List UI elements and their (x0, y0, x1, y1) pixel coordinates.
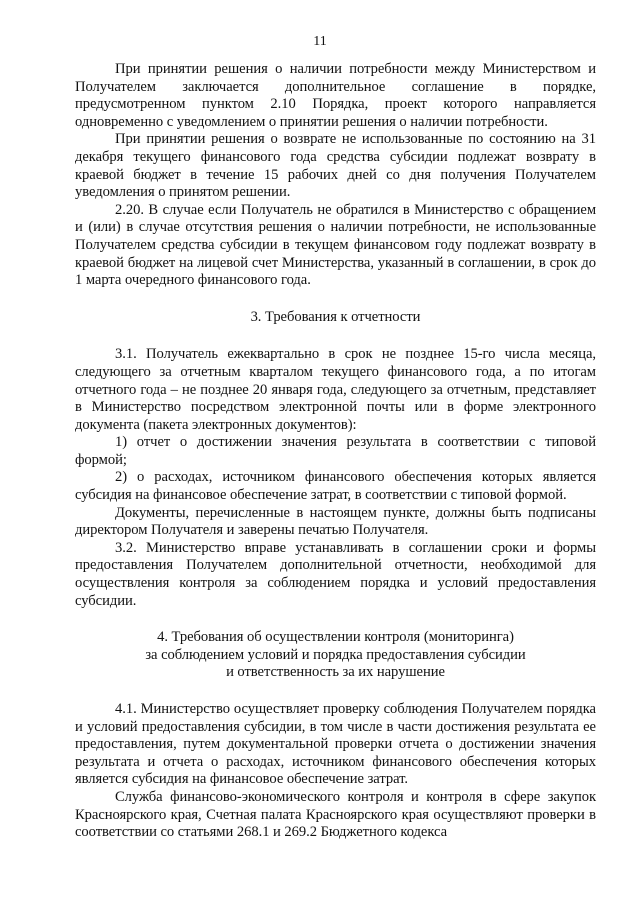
paragraph-return-decision: При принятии решения о возврате не использованные по состоянию на 31 декабря текущего финансового года средства субсидии подлежат возврату в краевой бюджет в течение 15 рабочих дней со дня получения Получателем уведомления о принятом решении. (75, 131, 596, 201)
paragraph-3-1: 3.1. Получатель ежеквартально в срок не позднее 15-го числа месяца, следующего за отчетным кварталом текущего финансового года, а по итогам отчетного года – не позднее 20 января года, следующего за отчетным, представляет в Министерство посредством электронной почты или в форме электронного документа (пакета электронных документов): (75, 346, 596, 433)
paragraph-control-service: Служба финансово-экономического контроля и контроля в сфере закупок Красноярского края, Счетная палата Красноярского края осуществляют проверки в соответствии со статьями 268.1 и 269.2 Бюджетного кодекса (75, 788, 596, 841)
paragraph-4-1: 4.1. Министерство осуществляет проверку соблюдения Получателем порядка и условий предоставления субсидии, в том числе в части достижения результата ее предоставления, путем документальной проверки отчета о достижении значения результата и отчета о расходах, источником финансового обеспечения которых является субсидия на финансовое обеспечение затрат. (75, 701, 596, 788)
paragraph-documents-signed: Документы, перечисленные в настоящем пункте, должны быть подписаны директором Получателя и заверены печатью Получателя. (75, 504, 596, 539)
section-3-heading: 3. Требования к отчетности (250, 308, 421, 325)
list-item-1: 1) отчет о достижении значения результата в соответствии с типовой формой; (75, 434, 596, 468)
list-item-2: 2) о расходах, источником финансового обеспечения которых является субсидия на финансовое обеспечение затрат, в соответствии с типовой формой. (75, 469, 596, 504)
section-4-heading-line-2: за соблюдением условий и порядка предоставления субсидии (145, 646, 526, 663)
paragraph-2-20: 2.20. В случае если Получатель не обратился в Министерство с обращением и (или) в случае отсутствия решения о наличии потребности, не использованные Получателем средства субсидии в текущем финансовом году подлежат возврату в краевой бюджет на лицевой счет Министерства, указанный в соглашении, в срок до 1 марта очередного финансового года. (75, 201, 596, 289)
page-number: 11 (313, 34, 327, 49)
section-4-heading-line-1: 4. Требования об осуществлении контроля (мониторинга) (157, 629, 514, 646)
paragraph-3-2: 3.2. Министерство вправе устанавливать в соглашении сроки и формы предоставления Получателем дополнительной отчетности, необходимой для осуществления контроля за соблюдением порядка и условий предоставления субсидии. (75, 539, 596, 609)
section-4-heading-line-3: и ответственность за их нарушение (226, 664, 445, 681)
paragraph-need-decision: При принятии решения о наличии потребности между Министерством и Получателем заключается дополнительное соглашение в порядке, предусмотренном пунктом 2.10 Порядка, проект которого направляется одновременно с уведомлением о принятии решения о наличии потребности. (75, 61, 596, 130)
document-body (75, 61, 596, 842)
section-4-heading (75, 629, 596, 682)
